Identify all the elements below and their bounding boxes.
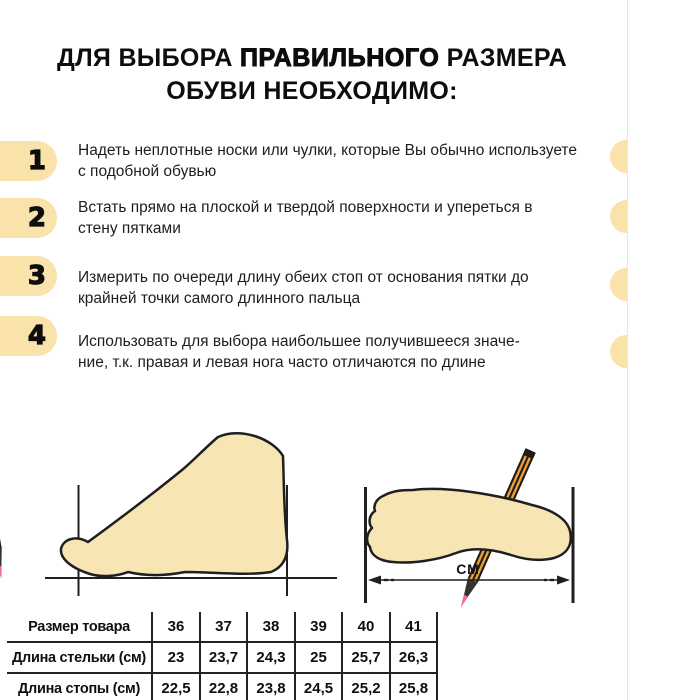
step-2-pill <box>0 198 57 238</box>
right-accent-half-pill-3 <box>610 268 627 301</box>
step-1-pill <box>0 141 57 181</box>
table-row-insole <box>7 642 437 673</box>
foot-cell: 23,8 <box>247 673 295 700</box>
title-line-2: ОБУВИ НЕОБХОДИМО: <box>166 77 458 105</box>
size-cell: 40 <box>342 612 390 642</box>
measurement-illustration <box>0 400 700 620</box>
foot-cell: 22,5 <box>152 673 200 700</box>
right-accent-half-pill-2 <box>610 200 627 233</box>
step-2-number: 2 <box>27 203 46 233</box>
foot-cell: 22,8 <box>200 673 247 700</box>
insole-cell: 26,3 <box>390 642 437 673</box>
size-cell: 36 <box>152 612 200 642</box>
step-3-line-1: Измерить по очереди длину обеих стоп от основания пятки до <box>78 269 529 286</box>
insole-cell: 25 <box>295 642 342 673</box>
size-table <box>7 612 438 700</box>
cm-label: СМ <box>456 561 480 577</box>
table-row-size <box>7 612 437 642</box>
size-cell: 39 <box>295 612 342 642</box>
step-3-number: 3 <box>27 261 46 291</box>
step-4-pill <box>0 316 57 356</box>
step-2-line-1: Встать прямо на плоской и твердой поверхности и упереться в <box>78 199 533 216</box>
step-4-line-1: Использовать для выбора наибольшее получившееся значе- <box>78 333 520 350</box>
size-cell: 37 <box>200 612 247 642</box>
table-row-foot <box>7 673 437 700</box>
step-4-number: 4 <box>27 321 46 351</box>
page-title <box>0 42 624 108</box>
step-3-pill <box>0 256 57 296</box>
step-3-line-2: крайней точки самого длинного пальца <box>78 290 361 307</box>
foot-cell: 24,5 <box>295 673 342 700</box>
step-1-line-1: Надеть неплотные носки или чулки, которые Вы обычно используете <box>78 142 577 159</box>
insole-cell: 23,7 <box>200 642 247 673</box>
step-1-text <box>78 140 594 182</box>
pencil-left-icon <box>0 409 7 580</box>
step-2-text <box>78 197 594 239</box>
title-line-1 <box>0 42 624 75</box>
step-3-text <box>78 267 594 309</box>
footprint-illustration <box>367 489 571 563</box>
title-suffix: РАЗМЕРА <box>446 44 567 72</box>
foot-cell: 25,2 <box>342 673 390 700</box>
row-label-insole: Длина стельки (см) <box>7 642 152 673</box>
insole-cell: 25,7 <box>342 642 390 673</box>
size-cell: 38 <box>247 612 295 642</box>
foot-side-illustration <box>61 433 287 576</box>
right-accent-half-pill-4 <box>610 335 627 368</box>
step-1-line-2: с подобной обувью <box>78 163 217 180</box>
step-1-number: 1 <box>27 146 46 176</box>
size-cell: 41 <box>390 612 437 642</box>
step-4-line-2: ние, т.к. правая и левая нога часто отличаются по длине <box>78 354 486 371</box>
right-accent-half-pill-1 <box>610 140 627 173</box>
insole-cell: 24,3 <box>247 642 295 673</box>
row-label-size: Размер товара <box>7 612 152 642</box>
foot-cell: 25,8 <box>390 673 437 700</box>
title-prefix: ДЛЯ ВЫБОРА <box>56 44 233 72</box>
step-2-line-2: стену пятками <box>78 220 181 237</box>
step-4-text <box>78 331 594 373</box>
title-highlight: ПРАВИЛЬНОГО <box>239 44 440 72</box>
row-label-foot: Длина стопы (см) <box>18 680 140 697</box>
insole-cell: 23 <box>152 642 200 673</box>
content-right-edge <box>627 0 628 700</box>
